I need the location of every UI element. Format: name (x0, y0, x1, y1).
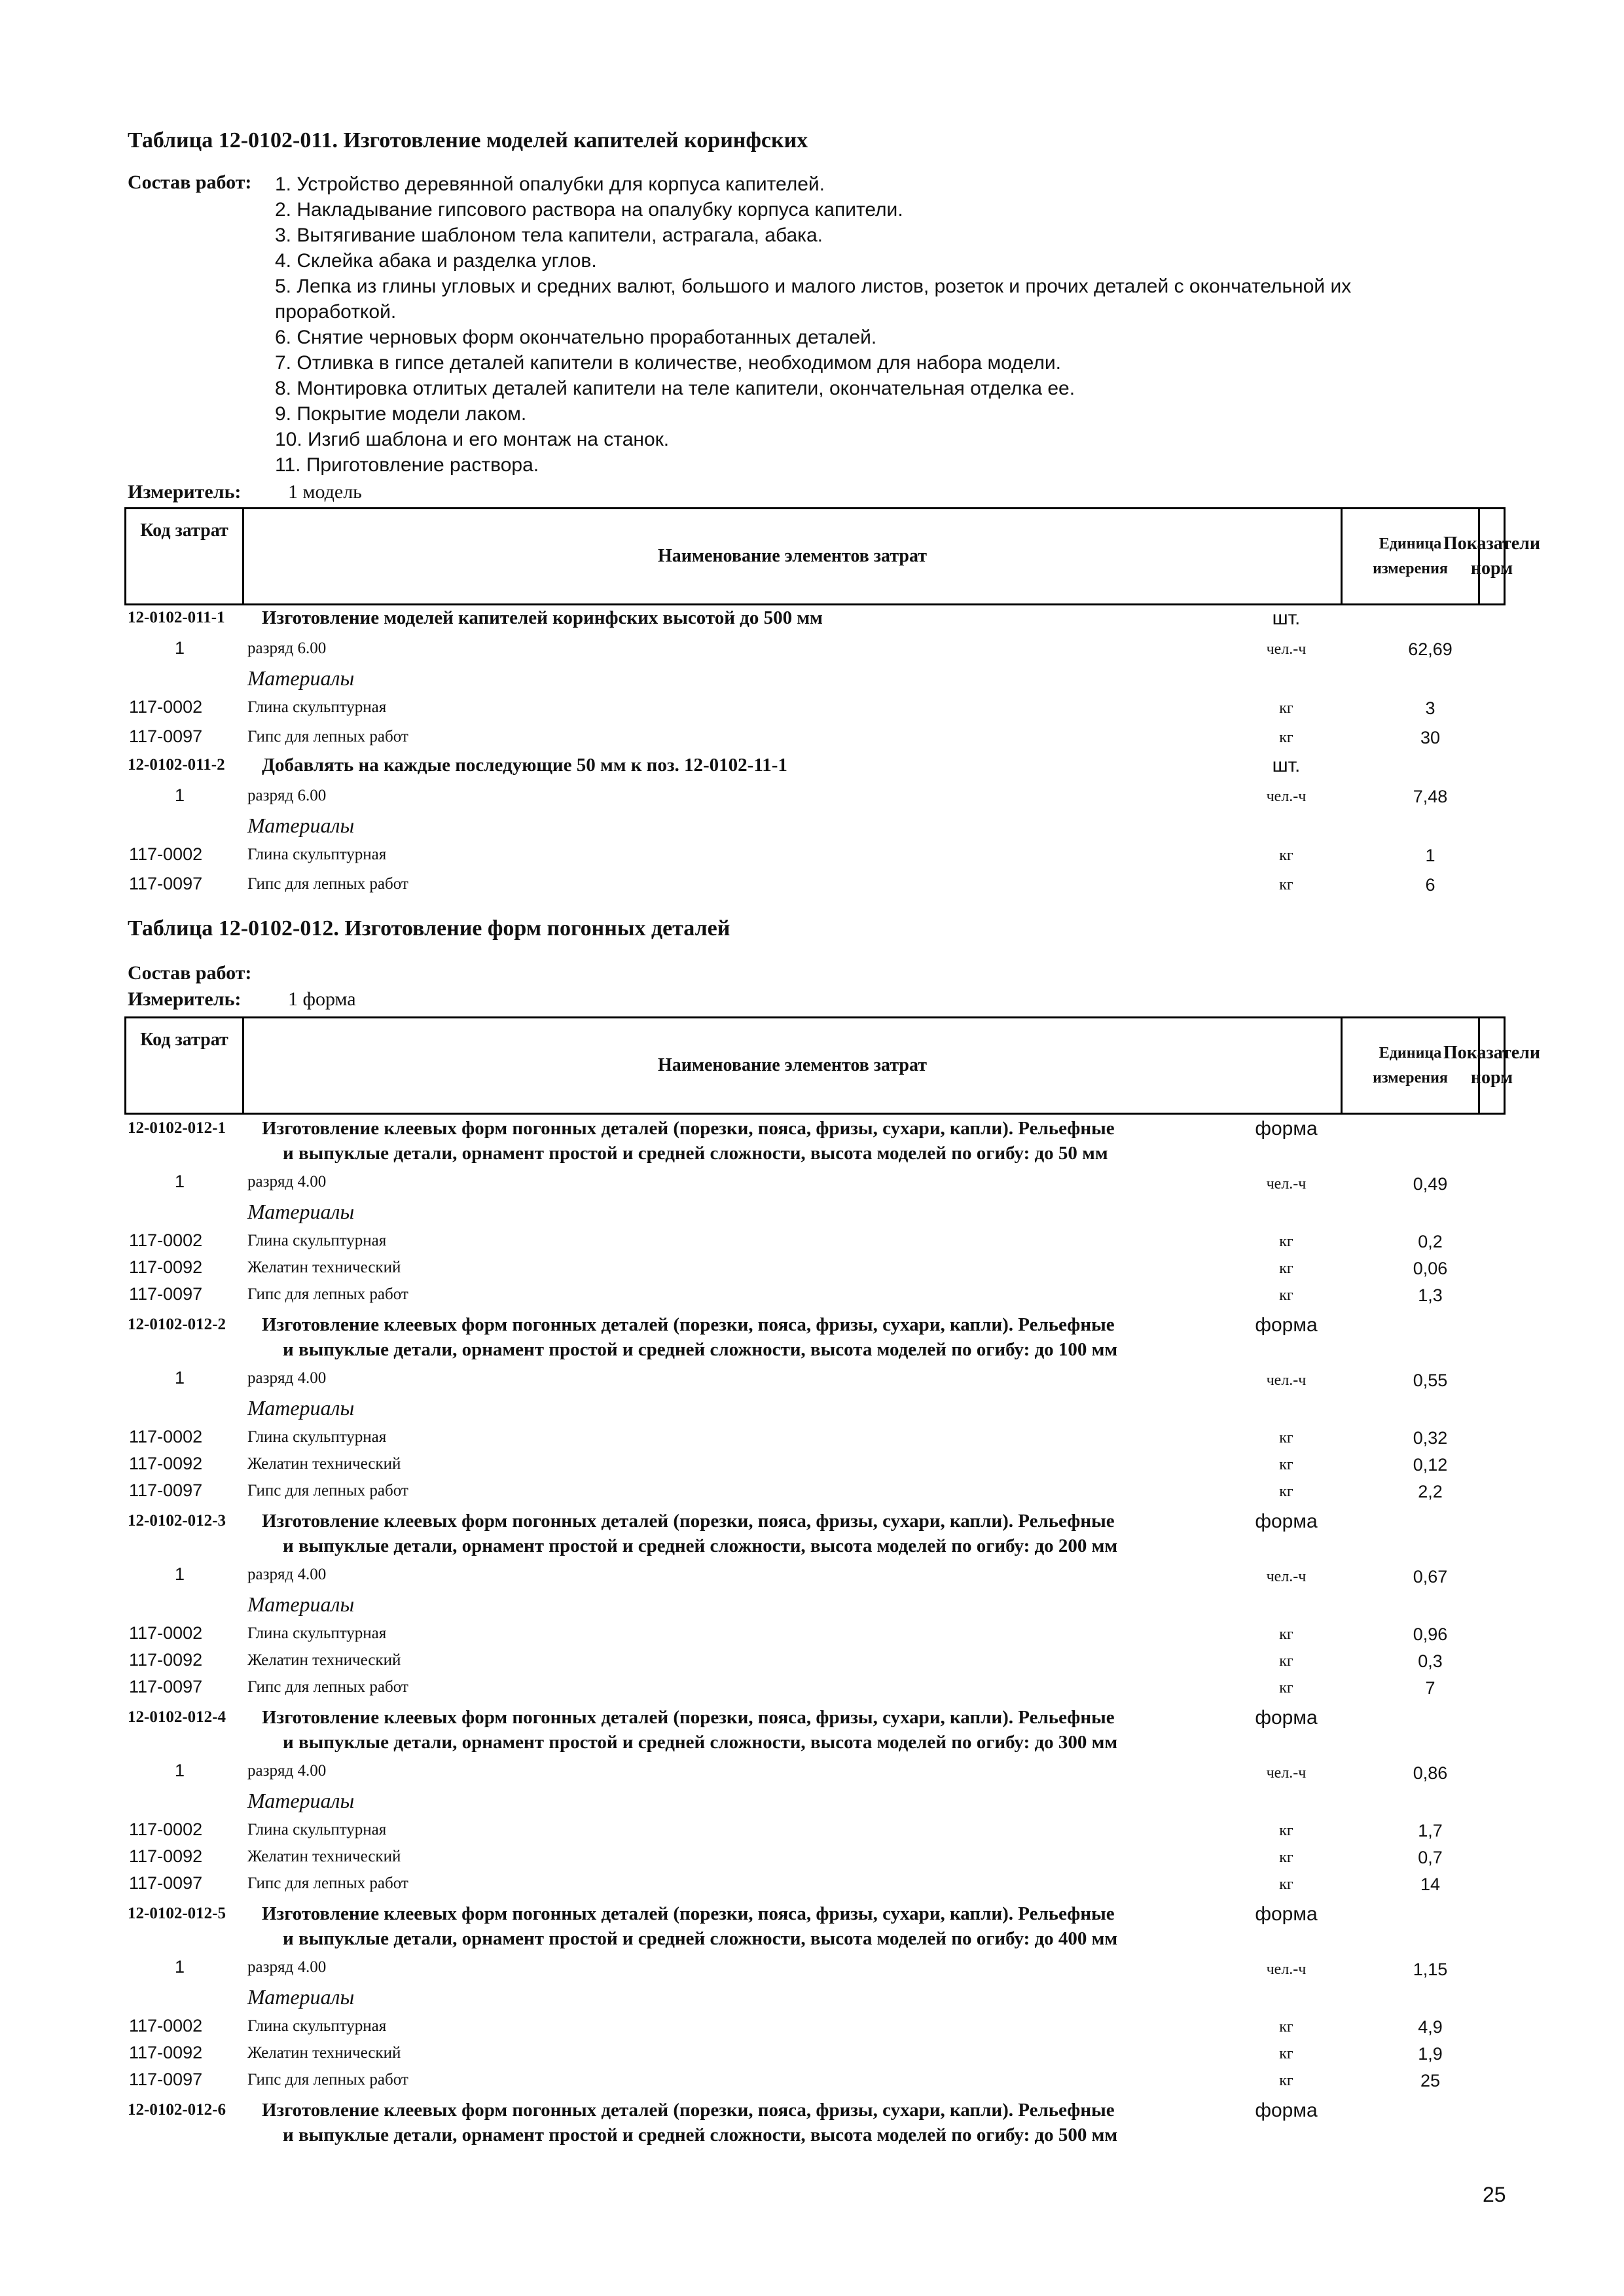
item-name-line1: Изготовление клеевых форм погонных деталей (порезки, пояса, фризы, сухари, капли). Рельефные (262, 1903, 1115, 1924)
cost-code: 12-0102-012-5 (128, 1905, 226, 1922)
header-norm-l2: норм (1470, 558, 1513, 579)
item-unit: кг (1279, 1876, 1293, 1893)
cost-code: 117-0002 (129, 1623, 203, 1643)
item-name: Желатин технический (247, 1259, 401, 1276)
item-unit: кг (1279, 1849, 1293, 1866)
item-value: 62,69 (1408, 639, 1453, 659)
item-name: Желатин технический (247, 1848, 401, 1865)
cost-code: 1 (175, 1957, 185, 1977)
item-name: Желатин технический (247, 1651, 401, 1669)
header2-norm-l2: норм (1470, 1067, 1513, 1088)
item-value: 0,3 (1418, 1651, 1443, 1671)
item-unit: чел.-ч (1266, 1961, 1307, 1978)
item-value: 7,48 (1413, 787, 1448, 806)
item-name: разряд 6.00 (247, 787, 327, 804)
cost-code: 117-0097 (129, 2070, 203, 2089)
header2-name-text: Наименование элементов затрат (657, 1055, 928, 1075)
work-item: 5. Лепка из глины угловых и средних валют, большого и малого листов, розеток и прочих деталей с окончательной их (275, 276, 1352, 297)
cost-code: 117-0002 (129, 1820, 203, 1839)
item-value: 4,9 (1418, 2017, 1443, 2037)
item-unit: кг (1279, 729, 1293, 746)
item-name: Гипс для лепных работ (247, 1678, 408, 1696)
cost-code: 1 (175, 638, 185, 658)
header-unit-l2: измерения (1373, 560, 1448, 577)
item-name: Глина скульптурная (247, 846, 387, 863)
item-value: 0,86 (1413, 1763, 1448, 1783)
item-unit: кг (1279, 700, 1293, 717)
materials-heading: Материалы (247, 1592, 355, 1616)
header2-norm-l1: Показатели (1443, 1043, 1541, 1063)
item-name-line2: и выпуклые детали, орнамент простой и средней сложности, высота моделей по огибу: до 400 мм (283, 1928, 1118, 1949)
item-name: Глина скульптурная (247, 1232, 387, 1249)
page-number: 25 (1483, 2183, 1506, 2206)
item-unit: кг (1279, 1287, 1293, 1304)
meter-label: Измеритель: (128, 481, 242, 503)
cost-code: 12-0102-012-4 (128, 1708, 226, 1726)
work-item: 3. Вытягивание шаблоном тела капители, астрагала, абака. (275, 224, 823, 246)
cost-code: 12-0102-011-1 (128, 609, 225, 626)
item-value: 1,9 (1418, 2044, 1443, 2064)
cost-code: 12-0102-011-2 (128, 756, 225, 774)
item-unit: кг (1279, 847, 1293, 864)
item-name: Глина скульптурная (247, 1821, 387, 1839)
item-value: 0,2 (1418, 1232, 1443, 1251)
cost-code: 117-0002 (129, 1427, 203, 1446)
item-name: разряд 4.00 (247, 1369, 327, 1387)
item-name: разряд 4.00 (247, 1173, 327, 1191)
item-value: 0,7 (1418, 1848, 1443, 1867)
header2-code-text: Код затрат (140, 1030, 228, 1050)
item-unit: форма (1255, 2100, 1318, 2121)
cost-code: 12-0102-012-1 (128, 1119, 226, 1137)
item-unit: кг (1279, 1260, 1293, 1277)
header2-unit-l1: Единица (1379, 1045, 1442, 1062)
item-name: разряд 4.00 (247, 1566, 327, 1583)
work-composition-label-2: Состав работ: (128, 962, 252, 984)
cost-code: 117-0002 (129, 697, 203, 717)
header2-code (126, 1018, 244, 1113)
item-unit: форма (1255, 1314, 1318, 1336)
item-name: Гипс для лепных работ (247, 875, 408, 893)
work-composition-label: Состав работ: (128, 171, 252, 193)
item-unit: кг (1279, 1626, 1293, 1643)
item-unit: кг (1279, 1483, 1293, 1500)
work-item: 2. Накладывание гипсового раствора на опалубку корпуса капители. (275, 199, 903, 221)
materials-heading: Материалы (247, 1200, 355, 1223)
item-name: Желатин технический (247, 1455, 401, 1473)
header-norm (1443, 509, 1541, 603)
work-item: 10. Изгиб шаблона и его монтаж на станок. (275, 429, 670, 450)
item-value: 0,55 (1413, 1371, 1448, 1390)
header-name-text: Наименование элементов затрат (657, 546, 928, 566)
work-item: 1. Устройство деревянной опалубки для корпуса капителей. (275, 173, 825, 195)
item-value: 0,96 (1413, 1624, 1448, 1644)
materials-heading: Материалы (247, 814, 355, 837)
item-unit: кг (1279, 876, 1293, 893)
item-unit: кг (1279, 2045, 1293, 2062)
item-name: Гипс для лепных работ (247, 2071, 408, 2089)
item-name: Глина скульптурная (247, 2017, 387, 2035)
item-name-line1: Изготовление клеевых форм погонных деталей (порезки, пояса, фризы, сухари, капли). Рельефные (262, 1511, 1115, 1532)
cost-code: 12-0102-012-2 (128, 1316, 226, 1333)
header-unit-l1: Единица (1379, 535, 1442, 552)
item-unit: чел.-ч (1266, 1568, 1307, 1585)
item-unit: форма (1255, 1511, 1318, 1532)
table2-title: Таблица 12-0102-012. Изготовление форм погонных деталей (128, 916, 731, 941)
header-code-text: Код затрат (140, 520, 228, 541)
item-unit: форма (1255, 1118, 1318, 1139)
materials-heading: Материалы (247, 666, 355, 690)
header2-unit-l2: измерения (1373, 1069, 1448, 1086)
work-item: проработкой. (275, 301, 397, 323)
cost-code: 117-0097 (129, 726, 203, 746)
item-unit: чел.-ч (1266, 788, 1307, 805)
item-unit: кг (1279, 2018, 1293, 2036)
item-name: Гипс для лепных работ (247, 728, 408, 745)
cost-code: 117-0092 (129, 1257, 203, 1277)
table1-title: Таблица 12-0102-011. Изготовление моделей капителей коринфских (128, 128, 808, 152)
item-name: Гипс для лепных работ (247, 1482, 408, 1499)
header2-name (244, 1018, 1343, 1113)
item-name: Добавлять на каждые последующие 50 мм к поз. 12-0102-11-1 (262, 755, 787, 776)
table1-header (124, 507, 1541, 605)
item-unit: чел.-ч (1266, 1175, 1307, 1193)
item-value: 2,2 (1418, 1482, 1443, 1501)
cost-code: 12-0102-012-6 (128, 2101, 226, 2119)
cost-code: 117-0002 (129, 1230, 203, 1250)
item-unit: кг (1279, 1679, 1293, 1696)
item-name-line2: и выпуклые детали, орнамент простой и средней сложности, высота моделей по огибу: до 300 мм (283, 1732, 1118, 1753)
cost-code: 117-0092 (129, 1846, 203, 1866)
item-unit: кг (1279, 1653, 1293, 1670)
item-name: разряд 4.00 (247, 1762, 327, 1780)
item-unit: кг (1279, 1456, 1293, 1473)
item-value: 1,15 (1413, 1960, 1448, 1979)
cost-code: 1 (175, 785, 185, 805)
materials-heading: Материалы (247, 1789, 355, 1812)
item-name-line1: Изготовление клеевых форм погонных деталей (порезки, пояса, фризы, сухари, капли). Рельефные (262, 2100, 1115, 2121)
item-value: 0,12 (1413, 1455, 1448, 1475)
item-value: 25 (1420, 2071, 1441, 2090)
cost-code: 12-0102-012-3 (128, 1512, 226, 1530)
cost-code: 117-0092 (129, 1650, 203, 1670)
table2-header (124, 1016, 1541, 1115)
item-name-line1: Изготовление клеевых форм погонных деталей (порезки, пояса, фризы, сухари, капли). Рельефные (262, 1707, 1115, 1728)
item-value: 0,49 (1413, 1174, 1448, 1194)
cost-code: 117-0097 (129, 1480, 203, 1500)
item-name-line1: Изготовление клеевых форм погонных деталей (порезки, пояса, фризы, сухари, капли). Рельефные (262, 1314, 1115, 1335)
work-item: 6. Снятие черновых форм окончательно проработанных деталей. (275, 327, 877, 348)
item-name: Глина скульптурная (247, 1624, 387, 1642)
meter-label-2: Измеритель: (128, 988, 242, 1010)
item-unit: форма (1255, 1707, 1318, 1729)
item-unit: кг (1279, 1822, 1293, 1839)
work-item: 7. Отливка в гипсе деталей капители в количестве, необходимом для набора модели. (275, 352, 1061, 374)
item-name-line2: и выпуклые детали, орнамент простой и средней сложности, высота моделей по огибу: до 100 мм (283, 1339, 1118, 1360)
item-value: 0,32 (1413, 1428, 1448, 1448)
header-code (126, 509, 244, 603)
cost-code: 1 (175, 1761, 185, 1780)
item-unit: форма (1255, 1903, 1318, 1925)
item-value: 0,67 (1413, 1567, 1448, 1587)
item-unit: кг (1279, 2072, 1293, 2089)
cost-code: 117-0002 (129, 844, 203, 864)
work-item: 11. Приготовление раствора. (275, 454, 539, 476)
item-unit: кг (1279, 1233, 1293, 1250)
cost-code: 1 (175, 1368, 185, 1388)
item-name-line2: и выпуклые детали, орнамент простой и средней сложности, высота моделей по огибу: до 200 мм (283, 1535, 1118, 1556)
cost-code: 117-0097 (129, 1873, 203, 1893)
item-name: Гипс для лепных работ (247, 1285, 408, 1303)
item-value: 14 (1420, 1874, 1441, 1894)
item-value: 1 (1425, 846, 1435, 865)
item-name-line2: и выпуклые детали, орнамент простой и средней сложности, высота моделей по огибу: до 50 мм (283, 1143, 1108, 1164)
item-unit: чел.-ч (1266, 1765, 1307, 1782)
item-unit: чел.-ч (1266, 641, 1307, 658)
cost-code: 117-0097 (129, 1284, 203, 1304)
item-name-line2: и выпуклые детали, орнамент простой и средней сложности, высота моделей по огибу: до 500 мм (283, 2125, 1118, 2145)
header-name (244, 509, 1343, 603)
header2-norm (1443, 1018, 1541, 1113)
cost-code: 117-0092 (129, 1454, 203, 1473)
work-item: 4. Склейка абака и разделка углов. (275, 250, 597, 272)
cost-code: 117-0002 (129, 2016, 203, 2036)
item-value: 3 (1425, 698, 1435, 718)
item-value: 7 (1425, 1678, 1435, 1698)
item-value: 1,7 (1418, 1821, 1443, 1840)
item-value: 1,3 (1418, 1285, 1443, 1305)
cost-code: 117-0092 (129, 2043, 203, 2062)
materials-heading: Материалы (247, 1396, 355, 1420)
item-name: Глина скульптурная (247, 698, 387, 716)
item-unit: чел.-ч (1266, 1372, 1307, 1389)
work-item: 8. Монтировка отлитых деталей капители на теле капители, окончательная отделка ее. (275, 378, 1075, 399)
item-unit: кг (1279, 1429, 1293, 1446)
item-name: Изготовление моделей капителей коринфских высотой до 500 мм (262, 607, 823, 628)
cost-code: 117-0097 (129, 1677, 203, 1696)
item-name: разряд 4.00 (247, 1958, 327, 1976)
item-value: 0,06 (1413, 1259, 1448, 1278)
item-name: Глина скульптурная (247, 1428, 387, 1446)
item-value: 6 (1425, 875, 1435, 895)
item-name: Желатин технический (247, 2044, 401, 2062)
header-norm-l1: Показатели (1443, 533, 1541, 554)
cost-code: 1 (175, 1564, 185, 1584)
meter-value: 1 модель (288, 481, 362, 503)
cost-code: 117-0097 (129, 874, 203, 893)
item-name: Гипс для лепных работ (247, 1874, 408, 1892)
item-name: разряд 6.00 (247, 639, 327, 657)
materials-heading: Материалы (247, 1985, 355, 2009)
item-unit: шт. (1272, 607, 1301, 629)
item-unit: шт. (1272, 755, 1301, 776)
work-item: 9. Покрытие модели лаком. (275, 403, 527, 425)
meter-value-2: 1 форма (288, 988, 356, 1010)
cost-code: 1 (175, 1172, 185, 1191)
item-value: 30 (1420, 728, 1441, 747)
item-name-line1: Изготовление клеевых форм погонных деталей (порезки, пояса, фризы, сухари, капли). Рельефные (262, 1118, 1115, 1139)
